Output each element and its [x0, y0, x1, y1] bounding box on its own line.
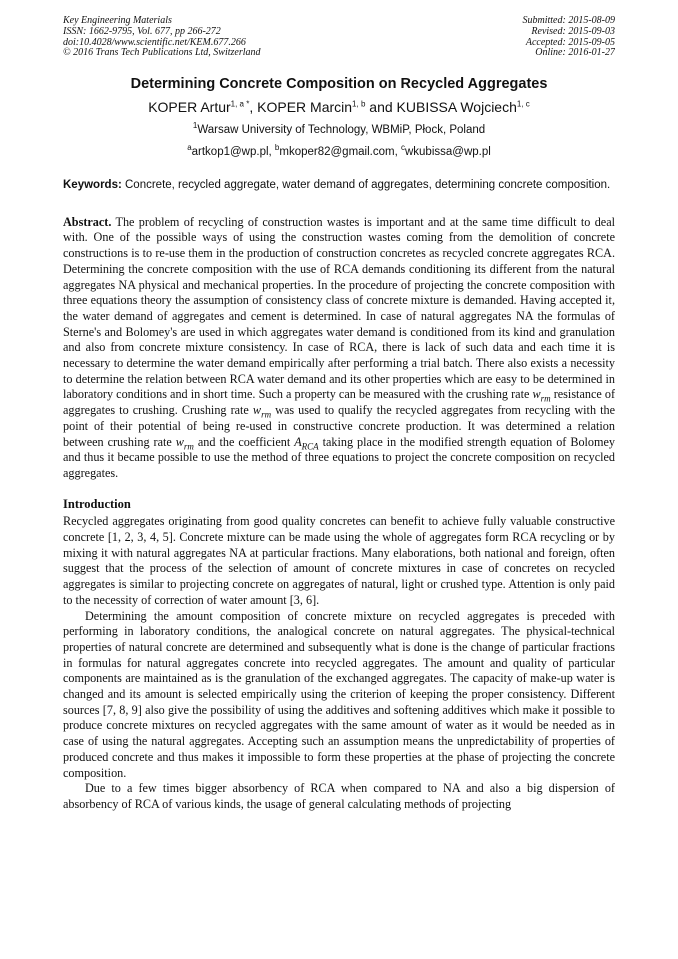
- journal-info: [63, 16, 261, 59]
- email-link[interactable]: mkoper82@gmail.com,: [279, 146, 401, 159]
- abstract: [63, 215, 615, 482]
- author-name: KOPER Artur: [148, 99, 231, 116]
- author-affiliation-mark: 1, a *: [230, 99, 250, 109]
- symbol-w: w: [175, 434, 184, 449]
- author-name: KOPER Marcin: [257, 99, 353, 116]
- symbol-a: A: [294, 434, 302, 449]
- abstract-text: taking place in the modified strength equation of Bolomey and thus it became possible to use the method of three equations to project the concrete composition on recycled aggregates.: [63, 434, 615, 480]
- symbol-w: w: [532, 387, 541, 402]
- date-online: Online: 2016-01-27: [535, 47, 615, 59]
- date-submitted: Submitted: 2015-08-09: [522, 16, 615, 26]
- abstract-text: The problem of recycling of construction wastes is important and at the same time difficult to deal with. One of the possible ways of using the construction wastes coming from the demolition of concrete constructions is to re-use them in the production of construction concretes as recycled concrete aggregates RCA. Determining the concrete composition with the use of RCA demands conditioning its different from the natural aggregates NA physical and mechanical properties. In the procedure of projecting the concrete composition with three equations theory the assumption of consistency class of concrete mixture is demanded. Having accepted it, the water demand of aggregates and cement is determined. In case of natural aggregates NA the formulas of Sterne's and Bolomey's are used in which aggregates water demand is conditioned from its kind and granulation and also from concrete mixture consistency. In case of RCA, there is lack of such data and each time it is necessary to determine the water demand empirically after performing a trial batch. There also exists a necessity to determine the relation between RCA water demand and its other properties which are easy to be determined in laboratory conditions and in short time. Such a property can be measured with the crushing rate: [63, 214, 615, 402]
- journal-header: [63, 16, 615, 59]
- paper-page: [63, 16, 615, 946]
- paper-title: Determining Concrete Composition on Recycled Aggregates: [130, 76, 548, 93]
- email-link[interactable]: artkop1@wp.pl,: [191, 146, 275, 159]
- author-name: KUBISSA Wojciech: [396, 99, 517, 116]
- author-separator: and: [365, 99, 397, 116]
- abstract-text: and the coefficient: [193, 434, 295, 449]
- keywords-text: Concrete, recycled aggregate, water demand of aggregates, determining concrete composition.: [121, 179, 611, 192]
- affiliation-mark: 1: [192, 121, 198, 131]
- journal-name: Key Engineering Materials: [63, 16, 172, 26]
- email-mark: c: [400, 143, 405, 153]
- keywords: [63, 178, 615, 193]
- abstract-text: was used to qualify the recycled aggregates from recycling with the point of their potential of being re-used in constructive concrete production. It was determined a relation between crushing rate: [63, 403, 615, 449]
- author-list: [63, 98, 615, 116]
- email-mark: b: [274, 143, 280, 153]
- abstract-label: Abstract.: [63, 214, 112, 229]
- author-emails: [63, 145, 615, 160]
- date-revised: Revised: 2015-09-03: [531, 25, 615, 37]
- symbol-subscript: rm: [261, 409, 272, 420]
- submission-dates: [523, 16, 616, 59]
- section-heading-introduction: Introduction: [63, 496, 131, 511]
- journal-doi: doi:10.4028/www.scientific.net/KEM.677.266: [63, 36, 246, 48]
- affiliation: [63, 123, 615, 138]
- keywords-label: Keywords:: [63, 179, 122, 192]
- email-link[interactable]: wkubissa@wp.pl: [404, 146, 491, 159]
- abstract-text: resistance of aggregates to crushing. Crushing rate: [63, 387, 615, 418]
- symbol-w: w: [252, 403, 262, 418]
- symbol-subscript: rm: [540, 393, 551, 404]
- body-paragraph: Recycled aggregates originating from good quality concretes can benefit to achieve fully valuable constructive concrete [1, 2, 3, 4, 5]. Concrete mixture can be made using the whole of aggregates form RCA recycling or by mixing it with natural aggregates NA at particular fractions. Many elaborations, both national and foreign, often suggest that the process of the selection of amount of concrete mixtures in case of concretes on recycled aggregates is similar to projecting concrete on aggregates of natural, light or crushed type. Attention is only paid to the necessity of correction of water amount [3, 6].: [63, 514, 615, 607]
- author-affiliation-mark: 1, c: [516, 99, 530, 109]
- author-affiliation-mark: 1, b: [352, 99, 366, 109]
- body-paragraph: Determining the amount composition of concrete mixture on recycled aggregates is preceded with performing in laboratory conditions, the analogical concrete on natural aggregates. The physical-technical properties of natural concrete are determined and subsequently what is done is the change of particular fractions in formulas for natural aggregates concrete into recycled aggregates. The amount and quality of particular components are maintained as is the granulation of the exchanged aggregates. The capacity of make-up water is changed and its amount is selected empirically using the criterion of keeping the proper consistency. Different sources [7, 8, 9] also give the possibility of using the additives and softening additives which make it possible to produce concrete mixtures on recycled aggregates with the same amount of water as it would be needed as in case of using the natural aggregates. Accepting such an assumption means the unpredictability of properties of produced concrete and thus makes it impossible to form these properties at the phase of projecting the concrete composition.: [63, 608, 615, 780]
- date-accepted: Accepted: 2015-09-05: [525, 36, 615, 48]
- affiliation-text: Warsaw University of Technology, WBMiP, Płock, Poland: [197, 124, 486, 137]
- journal-copyright: © 2016 Trans Tech Publications Ltd, Switzerland: [63, 47, 261, 59]
- symbol-subscript: RCA: [301, 440, 319, 451]
- journal-issn: ISSN: 1662-9795, Vol. 677, pp 266-272: [63, 25, 221, 37]
- email-mark: a: [187, 143, 192, 153]
- body-paragraph: Due to a few times bigger absorbency of RCA when compared to NA and also a big dispersion of absorbency of RCA of various kinds, the usage of general calculating methods of projecting: [63, 781, 615, 811]
- symbol-subscript: rm: [183, 440, 194, 451]
- author-separator: ,: [249, 99, 258, 116]
